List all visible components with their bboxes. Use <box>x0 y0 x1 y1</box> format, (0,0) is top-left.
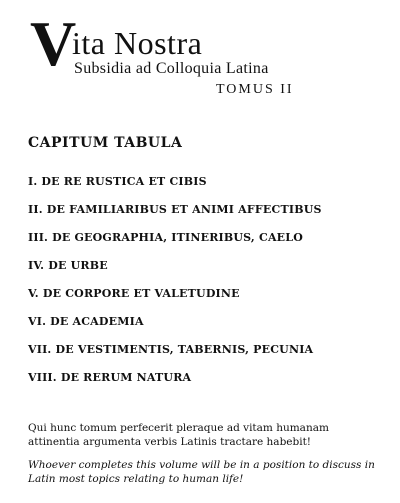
toc-item: VII. DE VESTIMENTIS, TABERNIS, PECUNIA <box>28 343 314 356</box>
english-note: Whoever completes this volume will be in a position to discuss in Latin most topics relating to human life! <box>28 459 375 485</box>
toc-item: II. DE FAMILIARIBUS ET ANIMI AFFECTIBUS <box>28 203 322 216</box>
latin-note: Qui hunc tomum perfecerit pleraque ad vitam humanam attinentia argumenta verbis Latinis tractare habebit! <box>28 422 329 448</box>
toc-item: VI. DE ACADEMIA <box>28 315 144 328</box>
book-title: ita Nostra <box>72 25 203 61</box>
toc-item: IV. DE URBE <box>28 259 108 272</box>
table-of-contents <box>28 175 388 399</box>
volume-label: TOMUS II <box>216 82 294 97</box>
toc-item: III. DE GEOGRAPHIA, ITINERIBUS, CAELO <box>28 231 303 244</box>
title-initial: V <box>30 8 77 79</box>
book-header <box>0 0 400 110</box>
toc-item: VIII. DE RERUM NATURA <box>28 371 192 384</box>
toc-item: V. DE CORPORE ET VALETUDINE <box>28 287 240 300</box>
toc-item: I. DE RE RUSTICA ET CIBIS <box>28 175 207 188</box>
book-subtitle: Subsidia ad Colloquia Latina <box>74 60 269 77</box>
toc-heading: CAPITUM TABULA <box>28 135 183 151</box>
